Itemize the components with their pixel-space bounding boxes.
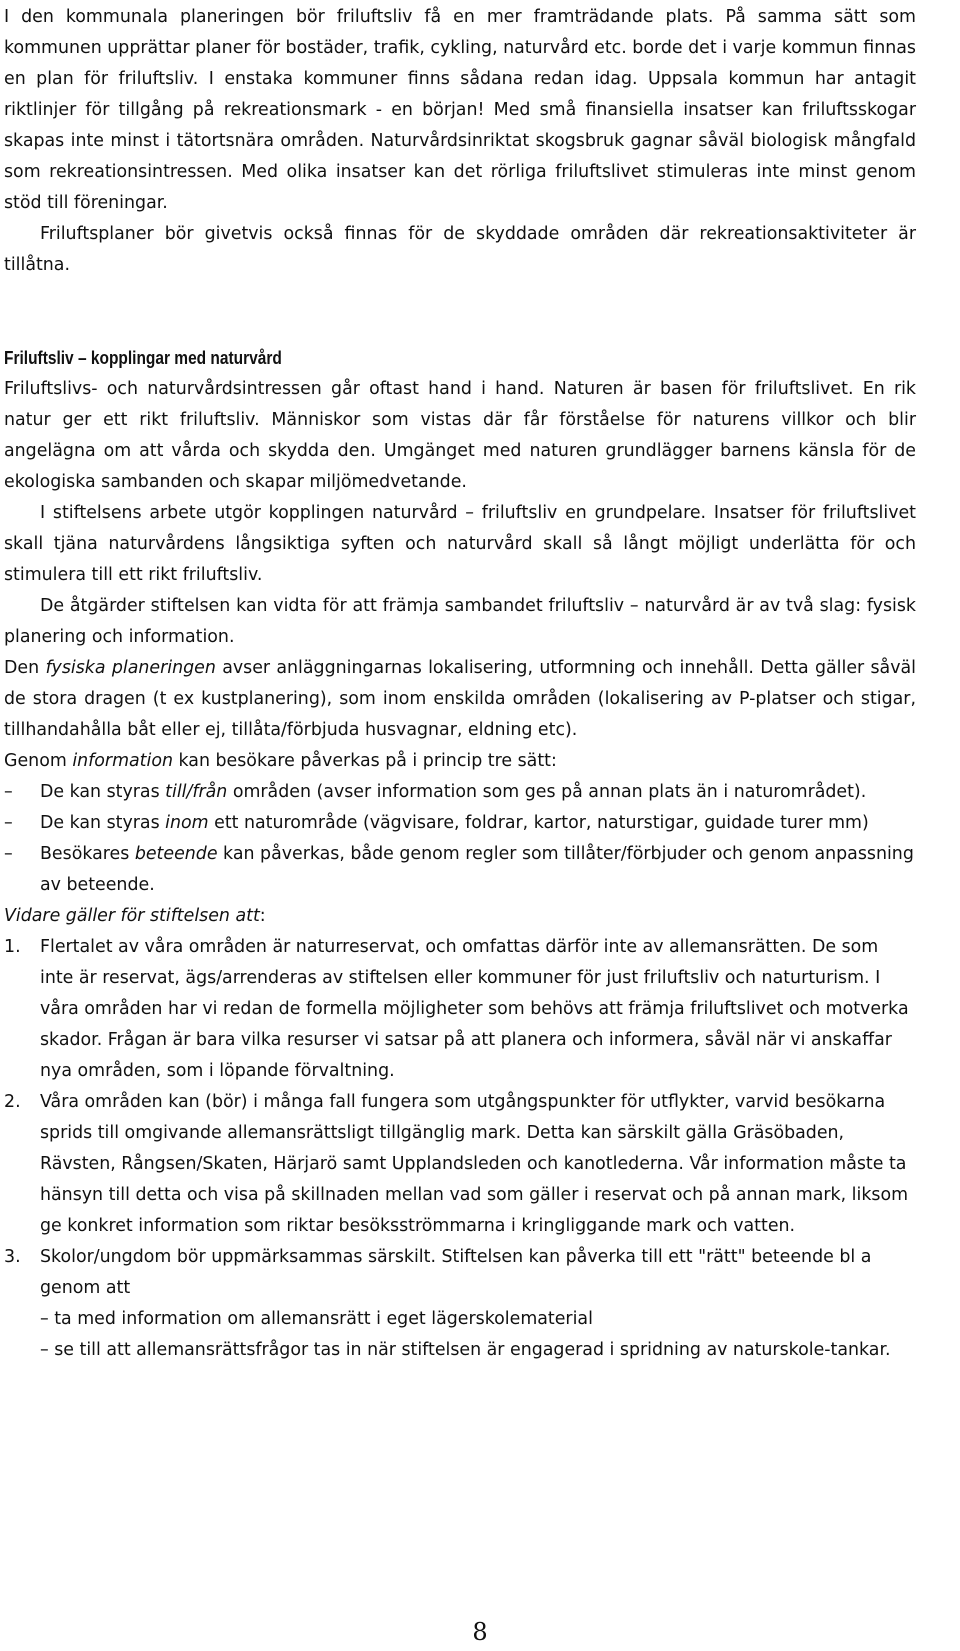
intro-paragraph-2: Friluftsplaner bör givetvis också finnas för de skyddade områden där rekreationsaktiviteter är tillåtna. (4, 224, 916, 275)
numbered-item: 3. Skolor/ungdom bör uppmärksammas särskilt. Stiftelsen kan påverka till ett "rätt" beteende bl a genom att (4, 1247, 872, 1298)
section-paragraph-2: I stiftelsens arbete utgör kopplingen naturvård – friluftsliv en grundpelare. Insatser för friluftslivet skall tjäna naturvårdens långsiktiga syften och naturvård skall så långt möjligt underlätta för och stimulera till ett rikt friluftsliv. (4, 503, 916, 585)
document-page (4, 2, 916, 1366)
sub-item: – se till att allemansrättsfrågor tas in när stiftelsen är engagerad i spridning av naturskole-tankar. (40, 1340, 891, 1360)
numbered-item: 1. Flertalet av våra områden är naturreservat, och omfattas därför inte av allemansrätten. De som inte är reservat, ägs/arrenderas av stiftelsen eller kommuner för just friluftsliv och naturturism. I våra områden har vi redan de formella möjligheter som behövs att främja friluftslivet och motverka skador. Frågan är bara vilka resurser vi satsar på att planera och informera, såväl när vi anskaffar nya områden, som i löpande förvaltning. (4, 937, 909, 1081)
intro-paragraph: I den kommunala planeringen bör friluftsliv få en mer framträdande plats. På samma sätt som kommunen upprättar planer för bostäder, trafik, cykling, naturvård etc. borde det i varje kommun finnas en plan för friluftsliv. I enstaka kommuner finns sådana redan idag. Uppsala kommun har antagit riktlinjer för tillgång på rekreationsmark - en början! Med små finansiella insatser kan friluftsskogar skapas inte minst i tätortsnära områden. Naturvårdsinriktat skogsbruk gagnar såväl biologisk mångfald som rekreationsintressen. Med olika insatser kan det rörliga friluftslivet stimuleras inte minst genom stöd till föreningar. (4, 7, 916, 213)
section-paragraph-4: Den fysiska planeringen avser anläggningarnas lokalisering, utformning och innehåll. Detta gäller såväl de stora dragen (t ex kustplanering), som inom enskilda områden (lokalisering av P-platser och stigar, tillhandahålla båt eller ej, tillåta/förbjuda husvagnar, eldning etc). (4, 658, 916, 740)
vidare-line: Vidare gäller för stiftelsen att: (4, 906, 266, 926)
dash-item: – De kan styras inom ett naturområde (vägvisare, foldrar, kartor, naturstigar, guidade turer mm) (4, 813, 869, 833)
page-number: 8 (472, 1618, 488, 1646)
section-paragraph-5: Genom information kan besökare påverkas på i princip tre sätt: (4, 751, 557, 771)
section-heading: Friluftsliv – kopplingar med naturvård (4, 348, 282, 368)
section-paragraph-3: De åtgärder stiftelsen kan vidta för att främja sambandet friluftsliv – naturvård är av två slag: fysisk planering och information. (4, 596, 916, 647)
dash-item: – Besökares beteende kan påverkas, både genom regler som tillåter/förbjuder och genom anpassning av beteende. (4, 844, 914, 895)
numbered-item: 2. Våra områden kan (bör) i många fall fungera som utgångspunkter för utflykter, varvid besökarna sprids till omgivande allemansrättsligt tillgänglig mark. Detta kan särskilt gälla Gräsöbaden, Rävsten, Rångsen/Skaten, Härjarö samt Upplandsleden och kanotlederna. Vår information måste ta hänsyn till detta och visa på skillnaden mellan vad som gäller i reservat och på annan mark, liksom ge konkret information som riktar besöksströmmarna i kringliggande mark och vatten. (4, 1092, 909, 1236)
sub-item: – ta med information om allemansrätt i eget lägerskolematerial (40, 1309, 593, 1329)
section-paragraph-1: Friluftslivs- och naturvårdsintressen går oftast hand i hand. Naturen är basen för friluftslivet. En rik natur ger ett rikt friluftsliv. Människor som vistas där får förståelse för naturens villkor och blir angelägna om att vårda och skydda den. Umgänget med naturen grundlägger barnens känsla för de ekologiska sambanden och skapar miljömedvetande. (4, 379, 916, 492)
dash-item: – De kan styras till/från områden (avser information som ges på annan plats än i naturområdet). (4, 782, 867, 802)
